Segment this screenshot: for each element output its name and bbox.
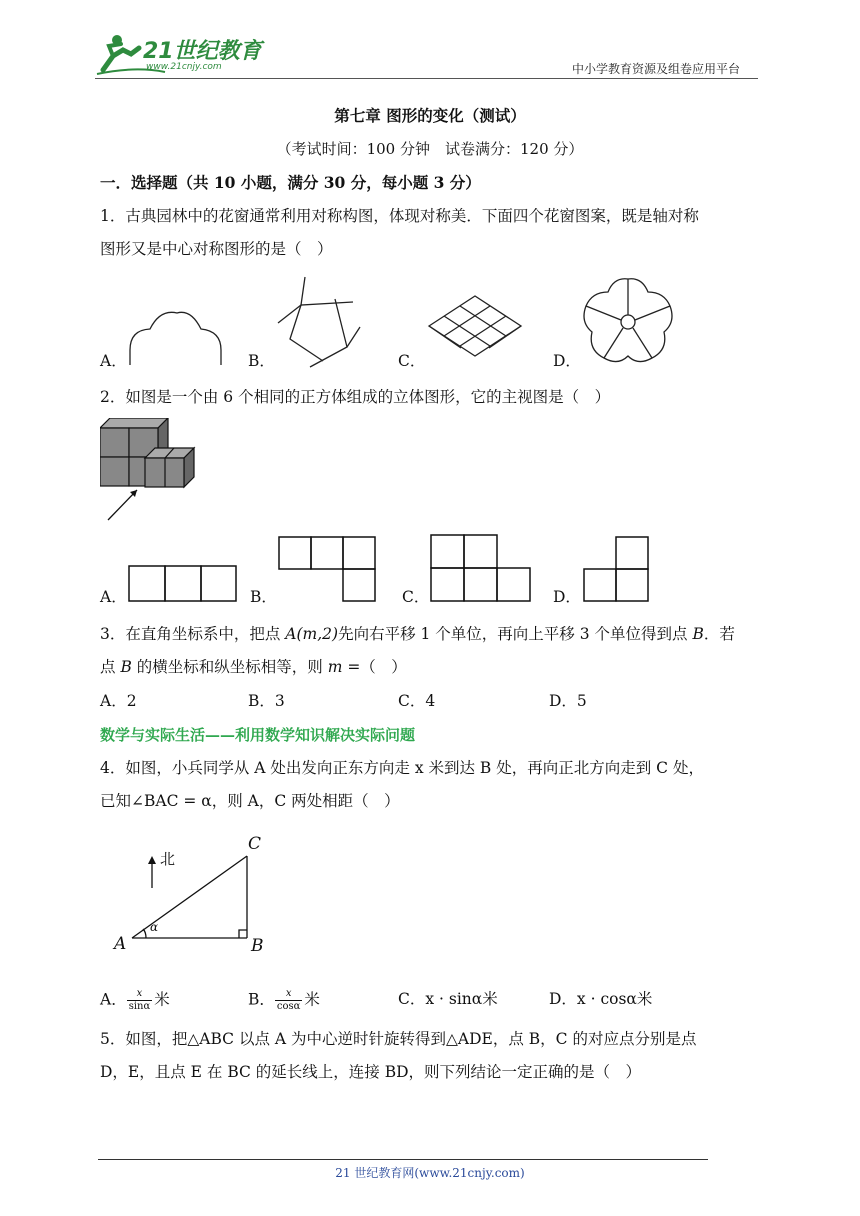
flower-window-figure	[578, 274, 678, 368]
point-c-label: C	[248, 834, 262, 854]
page-subtitle: （考试时间：100 分钟 试卷满分：120 分）	[276, 140, 584, 158]
q4-line1: 4．如图，小兵同学从 A 处出发向正东方向走 x 米到达 B 处，再向正北方向走到 C 处，	[100, 759, 704, 777]
q3-line2: 点 B 的横坐标和纵坐标相等，则 m =（ ）	[100, 658, 407, 676]
section-heading: 一．选择题（共 10 小题，满分 30 分，每小题 3 分）	[100, 173, 481, 192]
pinwheel-window-figure	[275, 275, 365, 370]
q1-line1: 1．古典园林中的花窗通常利用对称构图，体现对称美．下面四个花窗图案，既是轴对称	[100, 207, 699, 225]
lattice-window-figure	[425, 290, 525, 365]
q2-option-b-label: B．	[250, 588, 277, 606]
q2-option-c-label: C．	[402, 588, 430, 606]
footer-rule	[98, 1159, 708, 1160]
q3-option-b: B．3	[248, 692, 285, 710]
front-view-option-b	[278, 536, 378, 604]
point-b-label: B	[251, 936, 264, 956]
cloud-window-figure	[125, 305, 227, 367]
q5-line2: D，E，且点 E 在 BC 的延长线上，连接 BD，则下列结论一定正确的是（ ）	[100, 1063, 642, 1081]
q2-option-a-label: A．	[100, 588, 127, 606]
q4-line2: 已知∠BAC = α，则 A，C 两处相距（ ）	[100, 792, 400, 810]
q3-line1: 3．在直角坐标系中，把点 A(m,2)先向右平移 1 个单位，再向上平移 3 个单位得到点 B．若	[100, 625, 735, 643]
q4-option-c: C．x · sinα米	[398, 990, 498, 1008]
footer-text: 21 世纪教育网(www.21cnjy.com)	[335, 1166, 525, 1180]
q3-option-a: A．2	[100, 692, 137, 710]
front-view-option-d	[583, 536, 649, 604]
q3-option-d: D．5	[549, 692, 587, 710]
q1-option-a-label: A．	[100, 352, 127, 370]
q3-option-c: C．4	[398, 692, 436, 710]
q4-option-b: B． $\frac{x}{\cos\alpha}$ 米	[248, 988, 320, 1012]
platform-name: 中小学教育资源及组卷应用平台	[572, 62, 741, 76]
front-view-option-c	[430, 534, 532, 604]
q2-option-d-label: D．	[553, 588, 581, 606]
header-rule	[95, 78, 758, 79]
q1-line2: 图形又是中心对称图形的是（ ）	[100, 240, 333, 258]
point-a-label: A	[114, 934, 127, 954]
q4-option-a: A． $\frac{x}{\sin\alpha}$ 米	[100, 988, 170, 1012]
q1-option-c-label: C．	[398, 352, 426, 370]
q5-line1: 5．如图，把△ABC 以点 A 为中心逆时针旋转得到△ADE，点 B，C 的对应点分别是点	[100, 1030, 697, 1048]
q1-option-b-label: B．	[248, 352, 275, 370]
q1-option-d-label: D．	[553, 352, 581, 370]
front-view-option-a	[128, 565, 238, 603]
q2-text: 2．如图是一个由 6 个相同的正方体组成的立体图形，它的主视图是（ ）	[100, 388, 611, 406]
right-triangle-figure	[110, 832, 280, 962]
logo-url: www.21cnjy.com	[146, 62, 222, 72]
cube-stack-figure	[100, 418, 200, 524]
page-title: 第七章 图形的变化（测试）	[334, 106, 526, 125]
north-label: 北	[160, 850, 176, 868]
q4-option-d: D．x · cosα米	[549, 990, 653, 1008]
topic-heading: 数学与实际生活——利用数学知识解决实际问题	[100, 726, 416, 744]
alpha-label: α	[150, 920, 159, 934]
logo-text: 21世纪教育	[143, 39, 262, 64]
